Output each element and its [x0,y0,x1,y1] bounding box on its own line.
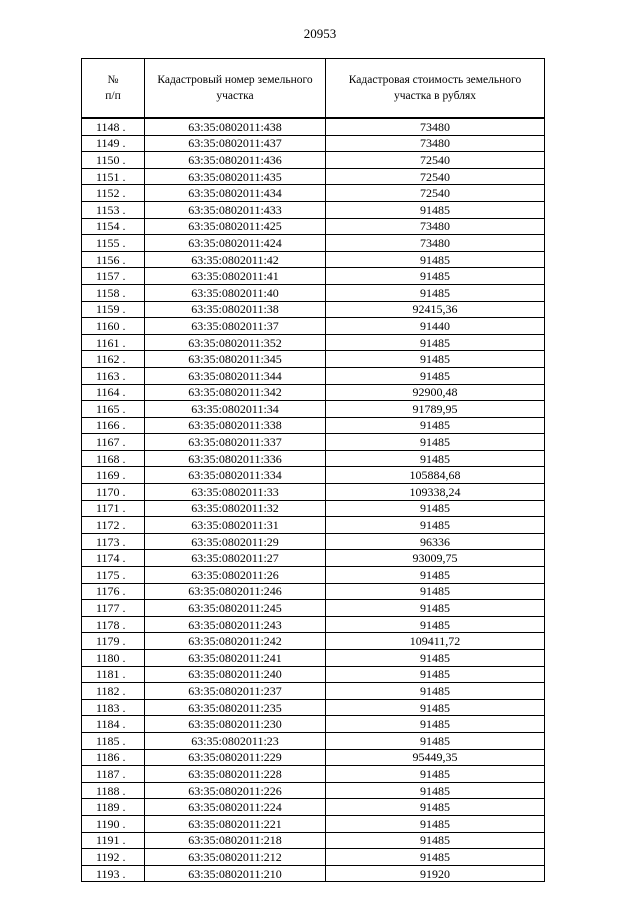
table-row [82,766,545,783]
row-number-cell: 1172 . [82,517,145,534]
table-row [82,467,545,484]
row-number-cell: 1161 . [82,334,145,351]
table-row [82,334,545,351]
row-number-cell: 1159 . [82,301,145,318]
row-number-cell: 1162 . [82,351,145,368]
cadastral-number-cell: 63:35:0802011:40 [145,284,326,301]
table-row [82,450,545,467]
row-number-cell: 1156 . [82,251,145,268]
cadastral-value-cell: 91485 [326,766,545,783]
row-number-cell: 1185 . [82,732,145,749]
row-number-cell: 1187 . [82,766,145,783]
cadastral-value-cell: 91485 [326,600,545,617]
table-row [82,185,545,202]
cadastral-value-cell: 91440 [326,318,545,335]
table-row [82,633,545,650]
cadastral-number-cell: 63:35:0802011:242 [145,633,326,650]
cadastral-value-cell: 91920 [326,865,545,882]
table-row [82,799,545,816]
cadastral-number-cell: 63:35:0802011:436 [145,152,326,169]
row-number-cell: 1191 . [82,832,145,849]
cadastral-number-cell: 63:35:0802011:41 [145,268,326,285]
cadastral-number-cell: 63:35:0802011:437 [145,135,326,152]
page-number: 20953 [303,26,337,41]
table-row [82,699,545,716]
cadastral-value-cell: 91789,95 [326,401,545,418]
cadastral-value-cell: 91485 [326,716,545,733]
table-row [82,318,545,335]
row-number-cell: 1169 . [82,467,145,484]
row-number-cell: 1177 . [82,600,145,617]
table-row [82,168,545,185]
row-number-cell: 1183 . [82,699,145,716]
cadastral-number-cell: 63:35:0802011:27 [145,550,326,567]
cadastral-number-cell: 63:35:0802011:226 [145,782,326,799]
table-row [82,616,545,633]
cadastral-number-cell: 63:35:0802011:29 [145,533,326,550]
cadastral-value-cell: 91485 [326,782,545,799]
cadastral-number-cell: 63:35:0802011:38 [145,301,326,318]
row-number-cell: 1180 . [82,650,145,667]
cadastral-value-cell: 91485 [326,517,545,534]
table-row [82,284,545,301]
table-row [82,401,545,418]
table-row [82,268,545,285]
cadastral-value-cell: 91485 [326,583,545,600]
cadastral-value-cell: 91485 [326,417,545,434]
row-number-cell: 1168 . [82,450,145,467]
cadastral-value-cell: 91485 [326,616,545,633]
cadastral-number-cell: 63:35:0802011:37 [145,318,326,335]
cadastral-number-cell: 63:35:0802011:344 [145,367,326,384]
cadastral-number-cell: 63:35:0802011:241 [145,650,326,667]
table-row [82,434,545,451]
table-row [82,301,545,318]
table-row [82,650,545,667]
cadastral-value-cell: 92415,36 [326,301,545,318]
table-row [82,152,545,169]
cadastral-value-cell: 73480 [326,118,545,135]
row-number-cell: 1149 . [82,135,145,152]
row-number-cell: 1178 . [82,616,145,633]
cadastral-number-cell: 63:35:0802011:26 [145,567,326,584]
table-row [82,235,545,252]
cadastral-value-cell: 91485 [326,815,545,832]
cadastral-value-cell: 73480 [326,235,545,252]
cadastral-value-cell: 96336 [326,533,545,550]
cadastral-number-cell: 63:35:0802011:434 [145,185,326,202]
row-number-cell: 1181 . [82,666,145,683]
table-row [82,517,545,534]
table-row [82,732,545,749]
table-header-row [82,59,545,119]
cadastral-number-cell: 63:35:0802011:221 [145,815,326,832]
table-row [82,550,545,567]
cadastral-value-cell: 92900,48 [326,384,545,401]
cadastral-number-cell: 63:35:0802011:336 [145,450,326,467]
cadastral-number-cell: 63:35:0802011:31 [145,517,326,534]
row-number-cell: 1188 . [82,782,145,799]
cadastral-number-cell: 63:35:0802011:338 [145,417,326,434]
cadastral-value-cell: 109338,24 [326,484,545,501]
row-number-cell: 1155 . [82,235,145,252]
cadastral-number-cell: 63:35:0802011:245 [145,600,326,617]
table-row [82,600,545,617]
table-row [82,417,545,434]
cadastral-value-cell: 91485 [326,666,545,683]
cadastral-value-cell: 91485 [326,201,545,218]
table-row [82,666,545,683]
row-number-cell: 1165 . [82,401,145,418]
cadastral-number-cell: 63:35:0802011:352 [145,334,326,351]
cadastral-number-cell: 63:35:0802011:240 [145,666,326,683]
cadastral-number-cell: 63:35:0802011:337 [145,434,326,451]
row-number-cell: 1175 . [82,567,145,584]
header-cadastral-number: Кадастровый номер земельного участка [145,59,326,119]
cadastral-number-cell: 63:35:0802011:235 [145,699,326,716]
cadastral-number-cell: 63:35:0802011:237 [145,683,326,700]
row-number-cell: 1154 . [82,218,145,235]
row-number-cell: 1170 . [82,484,145,501]
row-number-cell: 1173 . [82,533,145,550]
row-number-cell: 1152 . [82,185,145,202]
cadastral-value-cell: 105884,68 [326,467,545,484]
table-row [82,135,545,152]
cadastral-value-cell: 91485 [326,799,545,816]
table-row [82,815,545,832]
table-row [82,118,545,135]
cadastral-value-cell: 73480 [326,135,545,152]
row-number-cell: 1163 . [82,367,145,384]
cadastral-value-cell: 72540 [326,152,545,169]
cadastral-value-cell: 91485 [326,699,545,716]
cadastral-number-cell: 63:35:0802011:246 [145,583,326,600]
cadastral-number-cell: 63:35:0802011:224 [145,799,326,816]
cadastral-value-cell: 73480 [326,218,545,235]
table-row [82,201,545,218]
table-row [82,351,545,368]
cadastral-value-cell: 91485 [326,351,545,368]
table-row [82,384,545,401]
cadastral-value-cell: 91485 [326,450,545,467]
table-row [82,251,545,268]
cadastral-value-cell: 91485 [326,284,545,301]
cadastral-number-cell: 63:35:0802011:210 [145,865,326,882]
cadastral-value-cell: 91485 [326,650,545,667]
cadastral-value-cell: 91485 [326,567,545,584]
cadastral-number-cell: 63:35:0802011:424 [145,235,326,252]
cadastral-value-cell: 95449,35 [326,749,545,766]
table-row [82,849,545,866]
cadastral-number-cell: 63:35:0802011:435 [145,168,326,185]
row-number-cell: 1193 . [82,865,145,882]
row-number-cell: 1166 . [82,417,145,434]
cadastral-value-cell: 91485 [326,832,545,849]
row-number-cell: 1164 . [82,384,145,401]
cadastral-value-cell: 91485 [326,268,545,285]
row-number-cell: 1158 . [82,284,145,301]
cadastral-value-cell: 91485 [326,732,545,749]
cadastral-number-cell: 63:35:0802011:438 [145,118,326,135]
cadastral-value-cell: 72540 [326,185,545,202]
row-number-cell: 1160 . [82,318,145,335]
cadastral-value-cell: 91485 [326,434,545,451]
cadastral-value-cell: 91485 [326,251,545,268]
table-row [82,484,545,501]
cadastral-value-cell: 91485 [326,367,545,384]
cadastral-value-cell: 91485 [326,500,545,517]
row-number-cell: 1189 . [82,799,145,816]
cadastral-number-cell: 63:35:0802011:228 [145,766,326,783]
table-row [82,865,545,882]
cadastral-number-cell: 63:35:0802011:218 [145,832,326,849]
table-row [82,749,545,766]
cadastral-number-cell: 63:35:0802011:33 [145,484,326,501]
cadastral-number-cell: 63:35:0802011:425 [145,218,326,235]
cadastral-value-cell: 91485 [326,334,545,351]
row-number-cell: 1186 . [82,749,145,766]
table-row [82,500,545,517]
cadastral-number-cell: 63:35:0802011:345 [145,351,326,368]
table-row [82,367,545,384]
table-row [82,782,545,799]
row-number-cell: 1171 . [82,500,145,517]
row-number-cell: 1182 . [82,683,145,700]
cadastral-number-cell: 63:35:0802011:34 [145,401,326,418]
table-row [82,716,545,733]
header-cadastral-value: Кадастровая стоимость земельного участка в рублях [326,59,545,119]
row-number-cell: 1148 . [82,118,145,135]
row-number-cell: 1153 . [82,201,145,218]
cadastral-number-cell: 63:35:0802011:243 [145,616,326,633]
cadastral-value-cell: 109411,72 [326,633,545,650]
row-number-cell: 1192 . [82,849,145,866]
table-row [82,583,545,600]
cadastral-number-cell: 63:35:0802011:32 [145,500,326,517]
table-row [82,218,545,235]
cadastral-number-cell: 63:35:0802011:42 [145,251,326,268]
row-number-cell: 1179 . [82,633,145,650]
table-row [82,533,545,550]
row-number-cell: 1157 . [82,268,145,285]
row-number-cell: 1190 . [82,815,145,832]
cadastral-value-table [81,58,545,882]
table-row [82,832,545,849]
row-number-cell: 1184 . [82,716,145,733]
header-row-number: № п/п [82,59,145,119]
cadastral-number-cell: 63:35:0802011:230 [145,716,326,733]
table-row [82,683,545,700]
row-number-cell: 1151 . [82,168,145,185]
cadastral-number-cell: 63:35:0802011:229 [145,749,326,766]
cadastral-value-cell: 91485 [326,683,545,700]
cadastral-number-cell: 63:35:0802011:433 [145,201,326,218]
row-number-cell: 1174 . [82,550,145,567]
cadastral-number-cell: 63:35:0802011:334 [145,467,326,484]
row-number-cell: 1150 . [82,152,145,169]
row-number-cell: 1176 . [82,583,145,600]
cadastral-value-cell: 72540 [326,168,545,185]
row-number-cell: 1167 . [82,434,145,451]
table-body [82,118,545,882]
cadastral-value-cell: 93009,75 [326,550,545,567]
cadastral-number-cell: 63:35:0802011:212 [145,849,326,866]
cadastral-number-cell: 63:35:0802011:23 [145,732,326,749]
table-row [82,567,545,584]
cadastral-value-cell: 91485 [326,849,545,866]
cadastral-number-cell: 63:35:0802011:342 [145,384,326,401]
